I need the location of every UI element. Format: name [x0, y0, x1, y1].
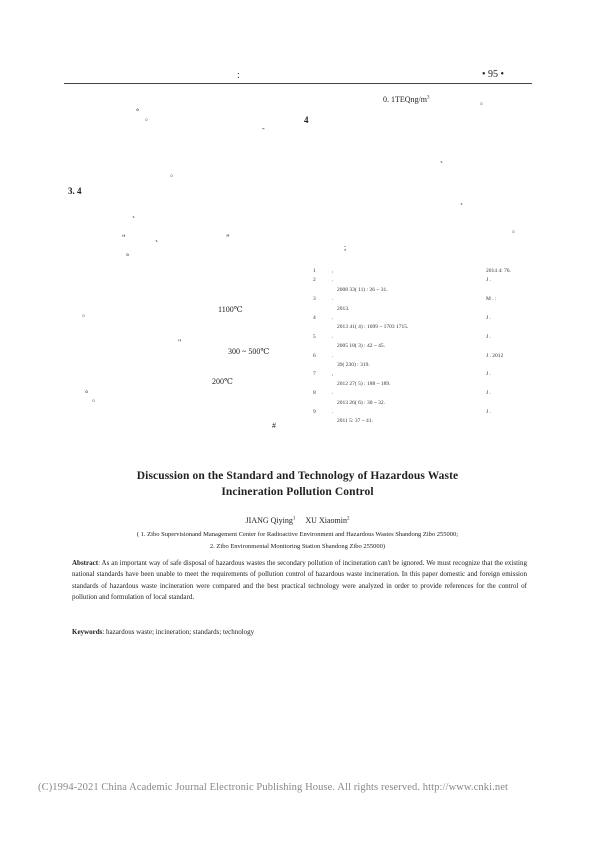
author-line: JIANG Qiying$^1$ XU Xiaomin$^2$ — [245, 516, 350, 525]
reference-text: . — [332, 315, 334, 321]
keywords-text: : hazardous waste; incineration; standards; technology — [102, 628, 255, 636]
punct-fragment: 。 — [82, 309, 90, 318]
reference-text: 2011 5: 37 ~ 41. — [337, 418, 373, 425]
section-heading-3-4: 3. 4 — [68, 186, 82, 196]
reference-number: 6 — [313, 352, 316, 359]
punct-fragment: ; — [344, 243, 347, 252]
punct-fragment: 。 — [92, 394, 100, 403]
temperature-1100: 1100℃ — [218, 305, 243, 314]
reference-text: 2013 41( 4) : 1699 ~ 1703 1715. — [337, 324, 409, 331]
punct-fragment: # — [272, 421, 276, 430]
reference-source: J . — [486, 315, 491, 321]
reference-number: 1 — [313, 268, 316, 274]
reference-source: J . 2012 — [486, 352, 504, 359]
affiliation-2: 2. Zibo Environmental Monitoring Station Shandong Zibo 255000) — [209, 543, 386, 550]
reference-text: , — [332, 371, 334, 378]
punct-fragment: 、 — [440, 155, 448, 164]
reference-source: J . — [486, 371, 491, 378]
reference-number: 2 — [313, 277, 316, 284]
reference-text: 2008 33( 11) : 26 ~ 31. — [337, 286, 388, 293]
reference-text: . — [332, 333, 334, 340]
reference-text: 2013. — [337, 305, 350, 312]
reference-text: , — [332, 268, 334, 274]
header-rule — [64, 83, 532, 84]
punct-fragment: 。 — [512, 225, 520, 234]
abstract-label: Abstract — [72, 559, 99, 567]
punct-fragment: 、 — [460, 197, 468, 206]
reference-number: 4 — [313, 315, 316, 321]
punct-fragment: - — [262, 124, 265, 133]
reference-number: 3 — [313, 296, 316, 303]
reference-source: J . — [486, 390, 491, 397]
abstract-text: : As an important way of safe disposal of hazardous wastes the secondary pollution of incineration can't be ignored. We must recognize that the existing national standards have been unable to meet the requirements of pollution control of hazardous waste incineration. In this paper domestic and foreign emission standards of hazardous waste incineration were compared and the best practical technology were analyzed in order to provide references for the control of pollution and formulation of local standard. — [72, 559, 527, 602]
reference-text: . — [332, 296, 334, 303]
punct-fragment: 、 — [132, 210, 140, 219]
punct-fragment: 。 — [170, 169, 178, 178]
reference-text: 2013 26( 6) : 30 ~ 32. — [337, 399, 386, 406]
copyright-footer: (C)1994-2021 China Academic Journal Electronic Publishing House. All rights reserved. http://www.cnki.net — [38, 782, 508, 793]
reference-source: 2014 4: 76. — [486, 268, 511, 274]
reference-text: . — [332, 352, 334, 359]
punct-fragment: ° — [85, 389, 89, 398]
temperature-range-300-500: 300 ~ 500℃ — [228, 347, 270, 356]
page-number: • 95 • — [482, 69, 505, 80]
author-2: XU Xiaomin — [305, 516, 347, 525]
emission-limit-text: 0. $1TEQng/m^3$ — [383, 95, 430, 104]
section-heading-4: 4 — [304, 115, 309, 125]
reference-number: 8 — [313, 390, 316, 397]
reference-text: . — [332, 409, 334, 415]
punct-fragment: ° — [136, 107, 140, 116]
punct-fragment: 。 — [480, 97, 488, 106]
punct-fragment: 。 — [145, 113, 153, 122]
keywords-label: Keywords — [72, 628, 103, 636]
punct-fragment: ° — [126, 252, 130, 261]
reference-source: J . — [486, 409, 491, 415]
punct-fragment: 、 — [155, 234, 163, 243]
affiliation-1: ( 1. Zibo Supervisionand Management Center for Radioactive Environment and Hazardous Wastes Shandong Zibo 255000; — [136, 531, 459, 538]
reference-source: J . — [486, 333, 491, 340]
reference-text: . — [332, 390, 334, 397]
reference-text: 2005 18( 3) : 42 ~ 45. — [337, 343, 386, 350]
reference-text: 2012 27( 5) : 188 ~ 189. — [337, 380, 391, 387]
punct-fragment: " — [178, 338, 182, 347]
punct-fragment: “ — [122, 233, 126, 242]
reference-number: 5 — [313, 333, 316, 340]
temperature-200: 200℃ — [212, 377, 233, 386]
author-1: JIANG Qiying — [245, 516, 293, 525]
punct-fragment: ” — [226, 233, 230, 242]
reference-text: 39( 230) : 319. — [337, 362, 370, 368]
reference-number: 7 — [313, 371, 316, 378]
abstract-paragraph — [72, 558, 527, 604]
reference-source: M . : — [486, 296, 497, 303]
paper-title-line-2: Incineration Pollution Control — [221, 486, 374, 498]
reference-source: J . — [486, 277, 491, 284]
running-header-colon: : — [237, 70, 240, 81]
paper-title-line-1: Discussion on the Standard and Technology of Hazardous Waste — [136, 470, 459, 482]
reference-number: 9 — [313, 409, 316, 415]
keywords-paragraph — [72, 627, 527, 638]
reference-text: . — [332, 277, 334, 284]
